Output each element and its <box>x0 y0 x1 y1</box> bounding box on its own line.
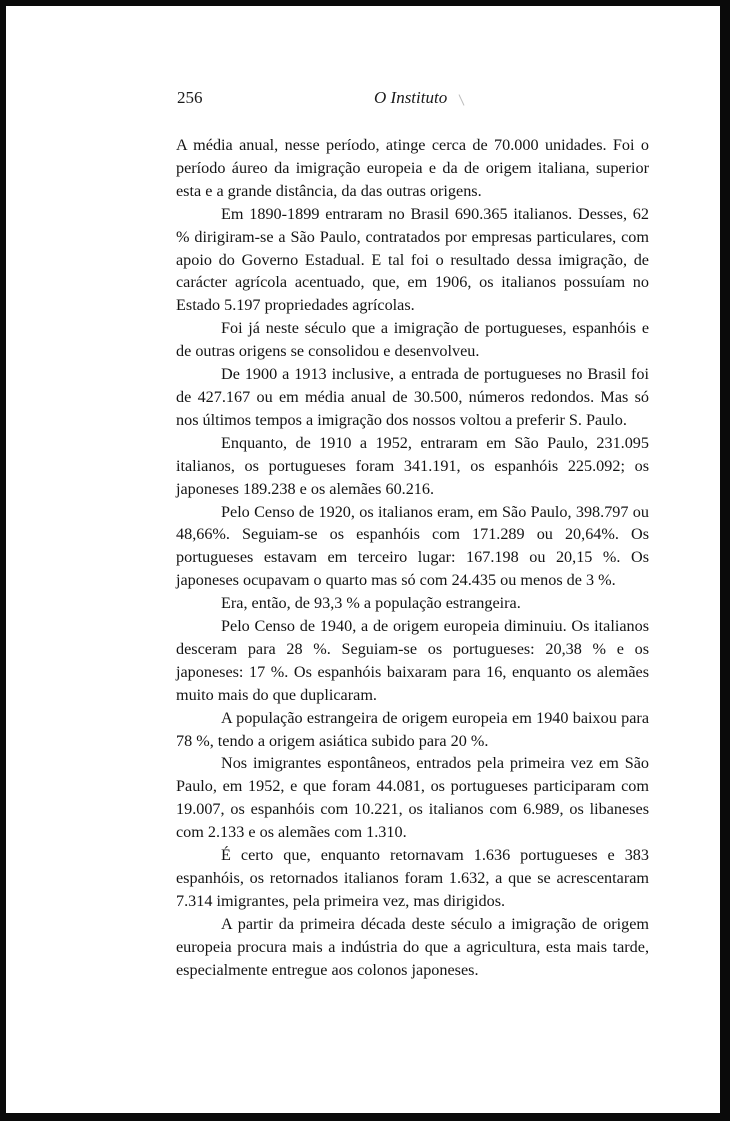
paragraph: De 1900 a 1913 inclusive, a entrada de portugueses no Brasil foi de 427.167 ou em média anual de 30.500, números redondos. Mas só nos últimos tempos a imigração dos nossos voltou a preferir S. Paulo. <box>176 365 649 429</box>
paragraph: A população estrangeira de origem europeia em 1940 baixou para 78 %, tendo a origem asiática subido para 20 %. <box>176 708 649 750</box>
paragraph: É certo que, enquanto retornavam 1.636 portugueses e 383 espanhóis, os retornados italianos foram 1.632, a que se acrescentaram 7.314 imigrantes, pela primeira vez, mas dirigidos. <box>176 846 649 910</box>
running-title: O Instituto <box>374 88 448 107</box>
paragraph: Pelo Censo de 1920, os italianos eram, em São Paulo, 398.797 ou 48,66%. Seguiam-se os espanhóis com 171.289 ou 20,64%. Os portugueses estavam em terceiro lugar: 167.198 ou 20,15 %. Os japoneses ocupavam o quarto mas só com 24.435 ou menos de 3 %. <box>176 502 649 590</box>
body-text <box>176 134 649 982</box>
book-page <box>6 6 720 1113</box>
paragraph: Enquanto, de 1910 a 1952, entraram em São Paulo, 231.095 italianos, os portugueses foram 341.191, os espanhóis 225.092; os japoneses 189.238 e os alemães 60.216. <box>176 433 649 498</box>
paragraph: Em 1890-1899 entraram no Brasil 690.365 italianos. Desses, 62 % dirigiram-se a São Paulo, contratados por empresas particulares, com apoio do Governo Estadual. E tal foi o resultado dessa imigração, de carácter agrícola acentuado, que, em 1906, os italianos possuíam no Estado 5.197 propriedades agrícolas. <box>176 204 649 315</box>
page-number: 256 <box>177 88 203 107</box>
paragraph: Pelo Censo de 1940, a de origem europeia diminuiu. Os italianos desceram para 28 %. Seguiam-se os portugueses: 20,38 % e os japoneses: 17 %. Os espanhóis baixaram para 16, enquanto os alemães muito mais do que duplicaram. <box>176 617 649 704</box>
page-header <box>174 88 654 116</box>
paragraph: Nos imigrantes espontâneos, entrados pela primeira vez em São Paulo, em 1952, e que foram 44.081, os portugueses participaram com 19.007, os espanhóis com 10.221, os italianos com 6.989, os libaneses com 2.133 e os alemães com 1.310. <box>176 754 649 842</box>
paragraph: Era, então, de 93,3 % a população estrangeira. <box>221 594 521 613</box>
paragraph: Foi já neste século que a imigração de portugueses, espanhóis e de outras origens se consolidou e desenvolveu. <box>176 319 649 361</box>
paragraph: A partir da primeira década deste século a imigração de origem europeia procura mais a indústria do que a agricultura, esta mais tarde, especialmente entregue aos colonos japoneses. <box>176 914 649 979</box>
paragraph: A média anual, nesse período, atinge cerca de 70.000 unidades. Foi o período áureo da imigração europeia e da de origem italiana, superior esta e a grande distância, da das outras origens. <box>176 136 649 200</box>
